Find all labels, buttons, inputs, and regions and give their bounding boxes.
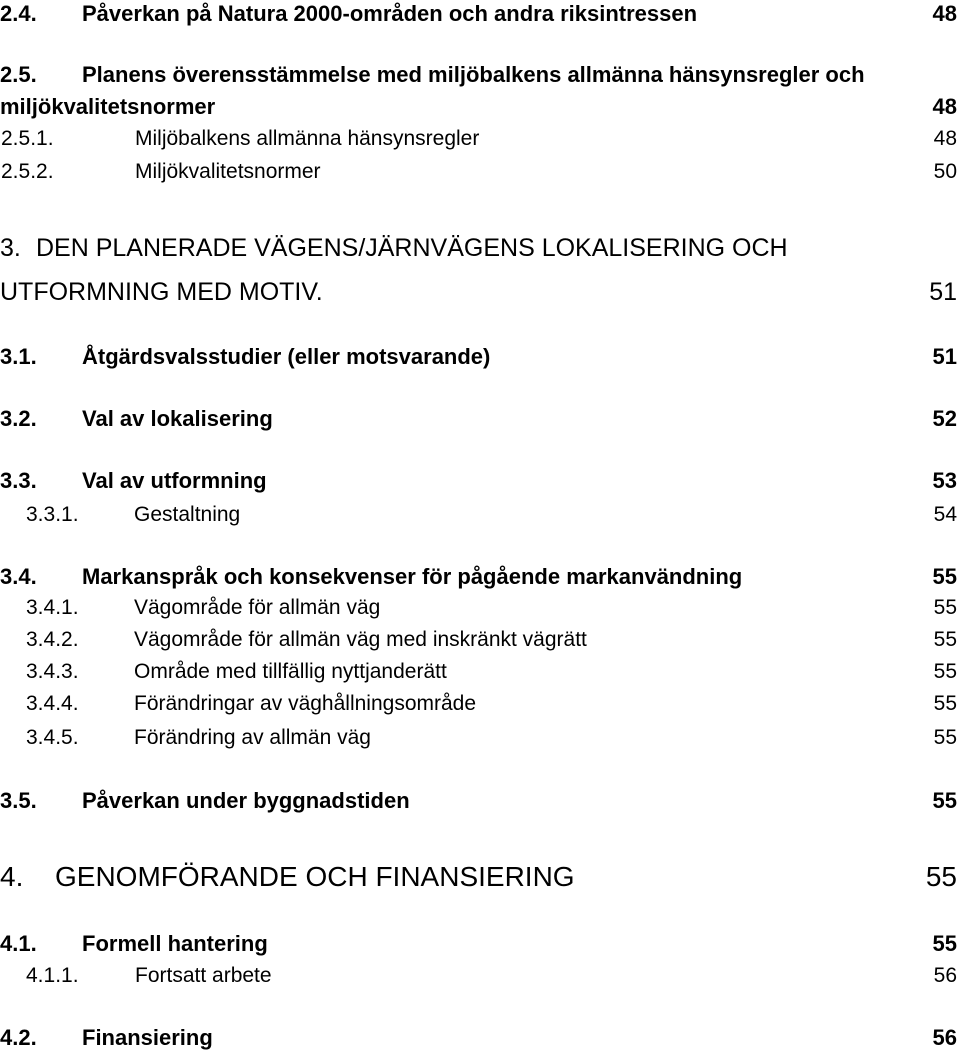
toc-entry-page: 55 bbox=[925, 861, 957, 892]
toc-entry-title: Åtgärdsvalsstudier (eller motsvarande) bbox=[82, 344, 491, 369]
toc-entry-title: Förändringar av väghållningsområde bbox=[134, 692, 477, 715]
toc-entry-number: 3.4.2. bbox=[26, 628, 79, 651]
toc-entry-page: 55 bbox=[933, 692, 957, 715]
toc-entry-number: 4.1.1. bbox=[26, 964, 79, 987]
toc-entry-title: Förändring av allmän väg bbox=[134, 726, 371, 749]
toc-entry-number: 3.3. bbox=[0, 468, 37, 493]
toc-entry-title: GENOMFÖRANDE OCH FINANSIERING bbox=[55, 861, 575, 892]
toc-entry-page: 54 bbox=[933, 503, 957, 526]
toc-entry-title: Val av utformning bbox=[82, 468, 267, 493]
toc-entry-title-continued: miljökvalitetsnormer bbox=[0, 94, 216, 119]
toc-entry-page: 53 bbox=[932, 468, 957, 493]
toc-entry-number: 4.1. bbox=[0, 931, 37, 956]
toc-entry-page: 48 bbox=[932, 1, 957, 26]
toc-entry-page: 55 bbox=[933, 628, 957, 651]
toc-entry-title: Miljöbalkens allmänna hänsynsregler bbox=[135, 127, 480, 150]
toc-entry-title: Val av lokalisering bbox=[82, 406, 273, 431]
toc-entry-page: 51 bbox=[929, 278, 957, 306]
toc-entry-title: Gestaltning bbox=[134, 503, 241, 526]
toc-entry-number: 2.5.2. bbox=[1, 160, 54, 183]
toc-entry-number: 3.4.5. bbox=[26, 726, 79, 749]
toc-entry-title: Vägområde för allmän väg med inskränkt vägrätt bbox=[134, 628, 587, 651]
toc-entry-number: 3.3.1. bbox=[26, 503, 79, 526]
toc-entry-number: 3.4. bbox=[0, 564, 37, 589]
toc-entry-number: 3.2. bbox=[0, 406, 37, 431]
toc-entry-number: 3.1. bbox=[0, 344, 37, 369]
toc-entry-page: 52 bbox=[932, 406, 957, 431]
toc-entry-title: Markanspråk och konsekvenser för pågående markanvändning bbox=[82, 564, 743, 589]
toc-entry-title: DEN PLANERADE VÄGENS/JÄRNVÄGENS LOKALISERING OCH bbox=[36, 234, 788, 262]
toc-entry-title: Formell hantering bbox=[82, 931, 268, 956]
toc-entry-title: Påverkan under byggnadstiden bbox=[82, 788, 410, 813]
toc-entry-title: Finansiering bbox=[82, 1025, 213, 1050]
toc-entry-page: 51 bbox=[932, 344, 957, 369]
toc-entry-page: 55 bbox=[933, 660, 957, 683]
toc-entry-page: 55 bbox=[932, 788, 957, 813]
toc-entry-number: 3.4.3. bbox=[26, 660, 79, 683]
toc-entry-title: Påverkan på Natura 2000-områden och andra riksintressen bbox=[82, 1, 698, 26]
toc-entry-number: 3.4.4. bbox=[26, 692, 79, 715]
toc-entry-page: 48 bbox=[932, 94, 957, 119]
toc-entry-title: Planens överensstämmelse med miljöbalkens allmänna hänsynsregler och bbox=[82, 62, 865, 87]
toc-entry-number: 2.5.1. bbox=[1, 127, 54, 150]
toc-entry-number: 4.2. bbox=[0, 1025, 37, 1050]
toc-entry-number: 2.5. bbox=[0, 62, 37, 87]
toc-entry-number: 4. bbox=[0, 861, 24, 892]
toc-entry-number: 3.4.1. bbox=[26, 596, 79, 619]
toc-entry-page: 55 bbox=[933, 726, 957, 749]
toc-entry-page: 48 bbox=[933, 127, 957, 150]
toc-entry-page: 50 bbox=[933, 160, 957, 183]
toc-entry-page: 56 bbox=[932, 1025, 957, 1050]
toc-entry-number: 3. bbox=[0, 234, 21, 262]
toc-entry-page: 55 bbox=[932, 564, 957, 589]
toc-entry-title: Miljökvalitetsnormer bbox=[135, 160, 321, 183]
toc-entry-title: Vägområde för allmän väg bbox=[134, 596, 381, 619]
toc-entry-title-continued: UTFORMNING MED MOTIV. bbox=[0, 278, 323, 306]
toc-entry-title: Fortsatt arbete bbox=[135, 964, 272, 987]
toc-entry-title: Område med tillfällig nyttjanderätt bbox=[134, 660, 447, 683]
toc-entry-page: 55 bbox=[933, 596, 957, 619]
toc-entry-number: 2.4. bbox=[0, 1, 37, 26]
toc-entry-page: 56 bbox=[933, 964, 957, 987]
toc-entry-number: 3.5. bbox=[0, 788, 37, 813]
toc-entry-page: 55 bbox=[932, 931, 957, 956]
